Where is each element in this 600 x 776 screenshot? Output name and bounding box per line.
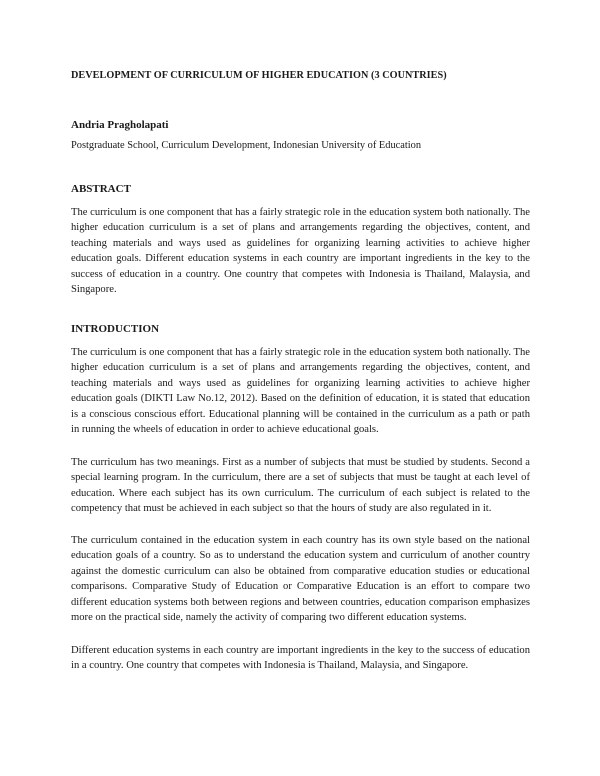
introduction-paragraph-1: The curriculum is one component that has a fairly strategic role in the education system both nationally. The higher education curriculum is a set of plans and arrangements regarding the objectives, content, and teaching materials and ways used as guidelines for organizing learning activities to achieve higher education goals (DIKTI Law No.12, 2012). Based on the definition of education, it is stated that education is a conscious conscious effort. Educational planning will be contained in the curriculum as a path or path in running the wheels of education in order to achieve educational goals. [71, 347, 530, 436]
introduction-paragraph-4: Different education systems in each country are important ingredients in the key to the success of education in a country. One country that competes with Indonesia is Thailand, Malaysia, and Singapore. [71, 645, 530, 672]
introduction-paragraph-3: The curriculum contained in the education system in each country has its own style based on the national education goals of a country. So as to understand the education system and curriculum of another country against the domestic curriculum can also be obtained from comparative education studies or educational comparisons. Comparative Study of Education or Comparative Education is an effort to compare two different education systems both between regions and between countries, education comparison emphasizes more on the practical side, namely the activity of comparing two different education systems. [71, 535, 530, 624]
author-name: Andria Pragholapati [71, 119, 169, 131]
paper-title: DEVELOPMENT OF CURRICULUM OF HIGHER EDUCATION (3 COUNTRIES) [71, 70, 447, 81]
abstract-heading: ABSTRACT [71, 183, 131, 195]
author-affiliation: Postgraduate School, Curriculum Development, Indonesian University of Education [71, 140, 422, 151]
abstract-text: The curriculum is one component that has a fairly strategic role in the education system both nationally. The higher education curriculum is a set of plans and arrangements regarding the objectives, content, and teaching materials and ways used as guidelines for organizing learning activities to achieve higher education goals. Different education systems in each country are important ingredients in the key to the success of education in a country. One country that competes with Indonesia is Thailand, Malaysia, and Singapore. [71, 207, 530, 296]
introduction-heading: INTRODUCTION [71, 323, 160, 335]
introduction-paragraph-2: The curriculum has two meanings. First as a number of subjects that must be studied by students. Second a special learning program. In the curriculum, there are a set of subjects that must be taught at each level of education. Where each subject has its own curriculum. The curriculum of each subject is related to the competency that must be achieved in each subject so that the hours of study are also regulated in it. [71, 457, 530, 515]
